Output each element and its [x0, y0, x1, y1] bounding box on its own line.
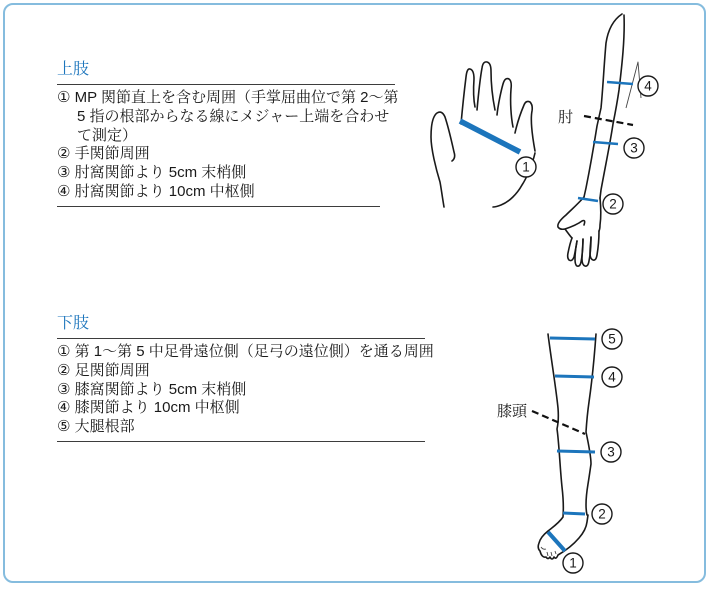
list-item: ② 足関節周囲	[57, 361, 150, 379]
elbow-dashed-line	[584, 116, 633, 125]
marker-2	[592, 504, 612, 524]
upper-limb-heading: 上肢	[57, 61, 90, 78]
lower-limb-heading: 下肢	[57, 315, 90, 332]
list-item: ③ 膝窩関節より 5cm 末梢側	[57, 380, 247, 398]
leg-illustration	[495, 320, 665, 578]
marker-1	[563, 553, 583, 573]
list-item: ④ 膝関節より 10cm 中枢側	[57, 399, 240, 417]
svg-text:1: 1	[569, 555, 577, 571]
hand-illustration	[425, 55, 560, 240]
marker-3	[601, 442, 621, 462]
leg-outline-icon	[538, 334, 596, 559]
upper-limb-list	[57, 89, 402, 202]
svg-text:4: 4	[644, 78, 652, 94]
marker-3	[624, 138, 644, 158]
marker-2	[603, 194, 623, 214]
svg-text:1: 1	[522, 159, 530, 175]
svg-text:2: 2	[598, 506, 606, 522]
marker-1	[516, 157, 536, 177]
measure-line-5	[550, 338, 595, 339]
measure-line-4	[555, 376, 594, 377]
lower-limb-list	[57, 343, 457, 437]
toe-detail-icon	[541, 547, 546, 549]
measure-line-3	[557, 451, 595, 452]
svg-text:5: 5	[608, 331, 616, 347]
heading-divider	[57, 84, 395, 85]
svg-text:4: 4	[608, 369, 616, 385]
marker-5	[602, 329, 622, 349]
svg-text:3: 3	[607, 444, 615, 460]
list-item: ① MP 関節直上を含む周囲（手掌屈曲位で第 2～第 5 指の根部からなる線にメジャー上端を合わせて測定）	[57, 89, 399, 144]
list-item: ⑤ 大腿根部	[57, 418, 135, 436]
marker-4	[638, 76, 658, 96]
list-item: ④ 肘窩関節より 10cm 中枢側	[57, 182, 255, 200]
marker-4	[602, 367, 622, 387]
upper-limb-section	[57, 60, 402, 207]
svg-text:3: 3	[630, 140, 638, 156]
heading-divider	[57, 338, 425, 339]
elbow-label: 肘	[558, 109, 574, 126]
measure-line-3	[593, 142, 618, 144]
arm-illustration	[550, 10, 705, 272]
list-item: ① 第 1～第 5 中足骨遠位側（足弓の遠位側）を通る周囲	[57, 343, 434, 360]
measure-line-1	[548, 532, 565, 551]
lower-limb-section	[57, 314, 457, 442]
svg-text:2: 2	[609, 196, 617, 212]
measure-line-mp	[460, 121, 520, 152]
section-divider	[57, 441, 425, 442]
measure-line-4	[607, 82, 633, 84]
measure-line-2	[563, 513, 585, 514]
list-item: ③ 肘窩関節より 5cm 末梢側	[57, 164, 247, 182]
section-divider	[57, 206, 380, 207]
list-item: ② 手関節周囲	[57, 145, 150, 163]
kneecap-label: 膝頭	[497, 403, 528, 420]
